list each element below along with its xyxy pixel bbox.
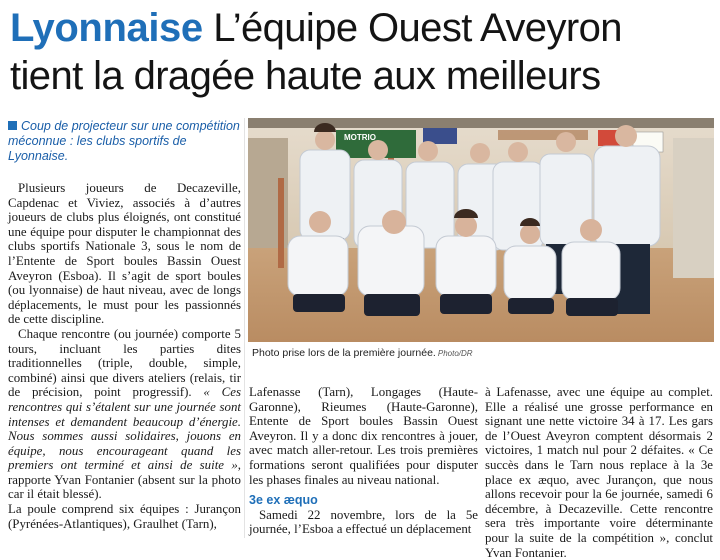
article-paragraph-2-text: Chaque rencontre (ou journée) comporte 5 tours, incluant les parties dites traditionnelles (triple, double, simple, combiné) ainsi que divers ateliers (relais, tir de précision, point progressif). <box>8 326 241 400</box>
article-paragraph-4: Samedi 22 novembre, lors de la 5e journée, l’Esboa a effectué un déplacement <box>249 507 478 537</box>
article-paragraph-1: Plusieurs joueurs de Decazeville, Capdenac et Viviez, associés à d’autres joueurs de clubs plus éloignés, ont constitué une équipe pour disputer le championnat des clubs sportifs Nationale 3, sous le nom de l’Entente de Sport boules Bassin Ouest Aveyron (Esboa). Il s’agit de sport boules (ou lyonnaise) de haut niveau, avec de longs déplacements, le must pour les passionnés de cette discipline. <box>8 181 241 327</box>
photo-banner-text: MOTRIO <box>344 133 376 142</box>
article-paragraph-2 <box>8 327 241 502</box>
headline <box>10 4 716 100</box>
article-paragraph-3: La poule comprend six équipes : Jurançon (Pyrénées-Atlantiques), Graulhet (Tarn), <box>8 502 241 531</box>
photo-credit: Photo/DR <box>437 349 473 358</box>
lead-text: Coup de projecteur sur une compétition méconnue : les clubs sportifs de Lyonnaise. <box>8 119 240 163</box>
headline-title-1: L’équipe Ouest Aveyron <box>213 6 622 50</box>
headline-line-1 <box>10 4 716 52</box>
article-column-2 <box>249 385 478 537</box>
headline-title-2: tient la dragée haute aux meilleurs <box>10 54 601 98</box>
lead-paragraph <box>8 119 240 164</box>
photo-caption <box>252 347 712 359</box>
column-divider <box>244 118 245 538</box>
photo-caption-text: Photo prise lors de la première journée. <box>252 347 436 359</box>
article-column-3 <box>485 385 713 560</box>
article-subhead: 3e ex æquo <box>249 493 318 508</box>
article-continued-text: Lafenasse (Tarn), Longages (Haute-Garonne), Rieumes (Haute-Garonne), Entente de Sport boules Bassin Ouest Aveyron. Il y a donc dix rencontres à jouer, avec match aller-retour. Les trois premières formations seront qualifiées pour disputer les phases finales au niveau national. <box>249 385 478 487</box>
team-photo-illustration <box>248 118 714 342</box>
article-column-1 <box>8 181 241 531</box>
article-paragraph-2-end: , rapporte Yvan Fontanier (absent sur la photo car il était blessé). <box>8 458 241 502</box>
article-continued-text: à Lafenasse, avec une équipe au complet. Elle a réalisé une grosse performance en signant une nette victoire 34 à 17. Les gars de l’Ouest Aveyron comptent désormais 2 victoires, 1 match nul pour 2 défaites. « Ce succès dans le Tarn nous replace à la 3e place ex æquo, avec Jurançon, que nous allons recevoir pour la 6e journée, samedi 6 décembre, à Decazeville. Cette rencontre sera très importante voire déterminante pour la suite de la compétition », conclut Yvan Fontanier. <box>485 385 713 560</box>
headline-kicker: Lyonnaise <box>10 6 203 50</box>
article-quote-1: « Ces rencontres qui s’étalent sur une journée sont intenses et demandent beaucoup d’énergie. Nous sommes aussi solidaires, jouons en équipe, nous encourageant quand les premiers ont terminé et ainsi de suite » <box>8 385 242 473</box>
lead-square-icon <box>8 121 17 130</box>
team-photo <box>248 118 714 342</box>
